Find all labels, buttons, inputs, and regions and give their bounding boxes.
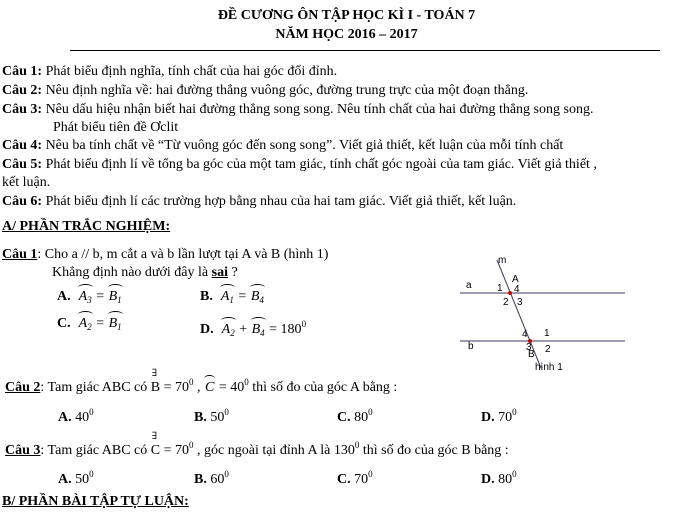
question-5 — [2, 157, 597, 173]
mc3-option-a: A. $50^0$ — [58, 469, 94, 487]
label-B: B — [528, 349, 535, 360]
degree-sup: 0 — [189, 440, 194, 450]
angle-B4: $B_4$ — [250, 289, 265, 308]
angle-C-hat: C — [204, 380, 215, 396]
question-text: Nêu định nghĩa về: hai đường thẳng vuông góc, đường trung trực của một đoạn thẳng. — [45, 83, 529, 98]
mc-text: , — [193, 380, 205, 395]
label-angle-b2: 2 — [545, 344, 551, 355]
mc-text: : Cho a // b, m cắt a và b lần lượt tại A và B (hình 1) — [37, 247, 329, 262]
mc-text: ? — [227, 265, 238, 280]
angle-B-hat: ∃ B — [150, 368, 161, 395]
point-A — [508, 291, 512, 295]
mc-text: = 40 — [215, 380, 245, 395]
mc-text: = 70 — [160, 380, 190, 395]
question-label: Câu 4: — [2, 138, 43, 153]
mc-text: , góc ngoài tại đỉnh A là 130 — [193, 443, 355, 458]
angle-A2: $A_2$ — [78, 316, 93, 335]
angle-A1: $A_1$ — [220, 289, 235, 308]
question-text: Phát biểu định nghĩa, tính chất của hai góc đối đỉnh. — [45, 64, 338, 79]
section-b-heading: B/ PHẦN BÀI TẬP TỰ LUẬN: — [2, 494, 189, 509]
degree-sup: 0 — [189, 377, 194, 387]
label-m: m — [498, 255, 507, 266]
question-2 — [2, 83, 528, 99]
mc-question-1-line2 — [52, 265, 238, 281]
question-6 — [2, 194, 516, 210]
option-value: = 180 — [269, 322, 302, 337]
angle-A3: $A_3$ — [78, 289, 93, 308]
label-angle-b4: 4 — [522, 329, 528, 340]
label-b: b — [468, 341, 474, 352]
key-word: sai — [211, 265, 228, 280]
degree-sup: 0 — [244, 377, 249, 387]
header-divider — [70, 50, 660, 51]
mc3-option-b: B. $60^0$ — [194, 469, 229, 487]
question-text: Nêu ba tính chất về “Từ vuông góc đến song song”. Viết giả thiết, kết luận của mỗi tính chất — [45, 138, 564, 153]
question-text: Phát biểu định lí các trường hợp bằng nhau của hai tam giác. Viết giả thiết, kết luận. — [45, 194, 517, 209]
mc1-option-a: A. $A_3$ = $B_1$ — [57, 289, 123, 308]
question-4 — [2, 138, 563, 154]
mc-label: Câu 1 — [2, 247, 38, 262]
figure-caption: hình 1 — [535, 362, 563, 373]
angle-C-hat: ∃ C — [150, 431, 161, 458]
question-label: Câu 5: — [2, 157, 43, 172]
mc-text: : Tam giác ABC có — [40, 380, 151, 395]
label-angle-a3: 3 — [517, 297, 523, 308]
question-text: Nêu dấu hiệu nhận biết hai đường thẳng song song. Nêu tính chất của hai đường thẳng song song. — [45, 102, 594, 117]
mc2-option-c: C. $80^0$ — [337, 407, 373, 425]
question-1 — [2, 64, 337, 80]
label-angle-b3: 3 — [526, 342, 532, 353]
mc2-option-a: A. $40^0$ — [58, 407, 94, 425]
option-key: B. — [200, 289, 213, 304]
question-5-continued: kết luận. — [2, 175, 51, 190]
angle-B1: $B_1$ — [108, 316, 123, 335]
degree-sup: 0 — [301, 319, 307, 329]
question-label: Câu 3: — [2, 102, 43, 117]
mc-label: Câu 2 — [5, 380, 41, 395]
section-a-heading: A/ PHẦN TRẮC NGHIỆM: — [2, 219, 171, 234]
figure-1 — [460, 250, 640, 375]
mc-question-1 — [2, 247, 328, 263]
mc-text: Khẳng định nào dưới đây là — [52, 265, 212, 280]
angle-B1: $B_1$ — [108, 289, 123, 308]
label-A: A — [512, 274, 519, 285]
mc1-option-c: C. $A_2$ = $B_1$ — [57, 316, 123, 335]
label-angle-a4: 4 — [514, 284, 520, 295]
option-key: C. — [57, 316, 71, 331]
label-angle-b1: 1 — [544, 328, 550, 339]
option-key: A. — [57, 289, 71, 304]
mc1-option-b: B. $A_1$ = $B_4$ — [200, 289, 265, 308]
mc2-option-b: B. $50^0$ — [194, 407, 229, 425]
degree-sup: 0 — [354, 440, 360, 450]
mc-label: Câu 3 — [5, 443, 41, 458]
mc3-option-c: C. $70^0$ — [337, 469, 373, 487]
page-title: ĐỀ CƯƠNG ÔN TẬP HỌC KÌ I - TOÁN 7 — [217, 8, 476, 23]
question-label: Câu 6: — [2, 194, 43, 209]
question-text: Phát biểu định lí về tổng ba góc của một tam giác, tính chất góc ngoài của tam giác. Viết giả thiết , — [45, 157, 597, 172]
question-label: Câu 2: — [2, 83, 43, 98]
option-key: D. — [200, 322, 214, 337]
mc1-option-d: D. $A_2$ + $B_4 = 180^0$ — [200, 316, 306, 341]
angle-A2: $A_2$ — [221, 322, 236, 341]
mc-question-2 — [5, 368, 398, 396]
mc-text: thì số đo của góc B bằng : — [359, 443, 509, 458]
mc3-option-d: D. $80^0$ — [481, 469, 517, 487]
mc-question-3 — [5, 431, 509, 459]
mc-text: thì số đo của góc A bằng : — [248, 380, 398, 395]
mc-text: = 70 — [160, 443, 190, 458]
question-3 — [2, 102, 593, 118]
mc2-option-d: D. $70^0$ — [481, 407, 517, 425]
angle-B4: $B_4$ — [251, 322, 266, 341]
label-a: a — [466, 280, 472, 291]
question-3-continued: Phát biểu tiên đề Ơclit — [53, 120, 179, 135]
question-label: Câu 1: — [2, 64, 43, 79]
label-angle-a2: 2 — [503, 297, 509, 308]
page-subtitle: NĂM HỌC 2016 – 2017 — [275, 27, 418, 42]
label-angle-a1: 1 — [497, 283, 503, 294]
mc-text: : Tam giác ABC có — [40, 443, 151, 458]
